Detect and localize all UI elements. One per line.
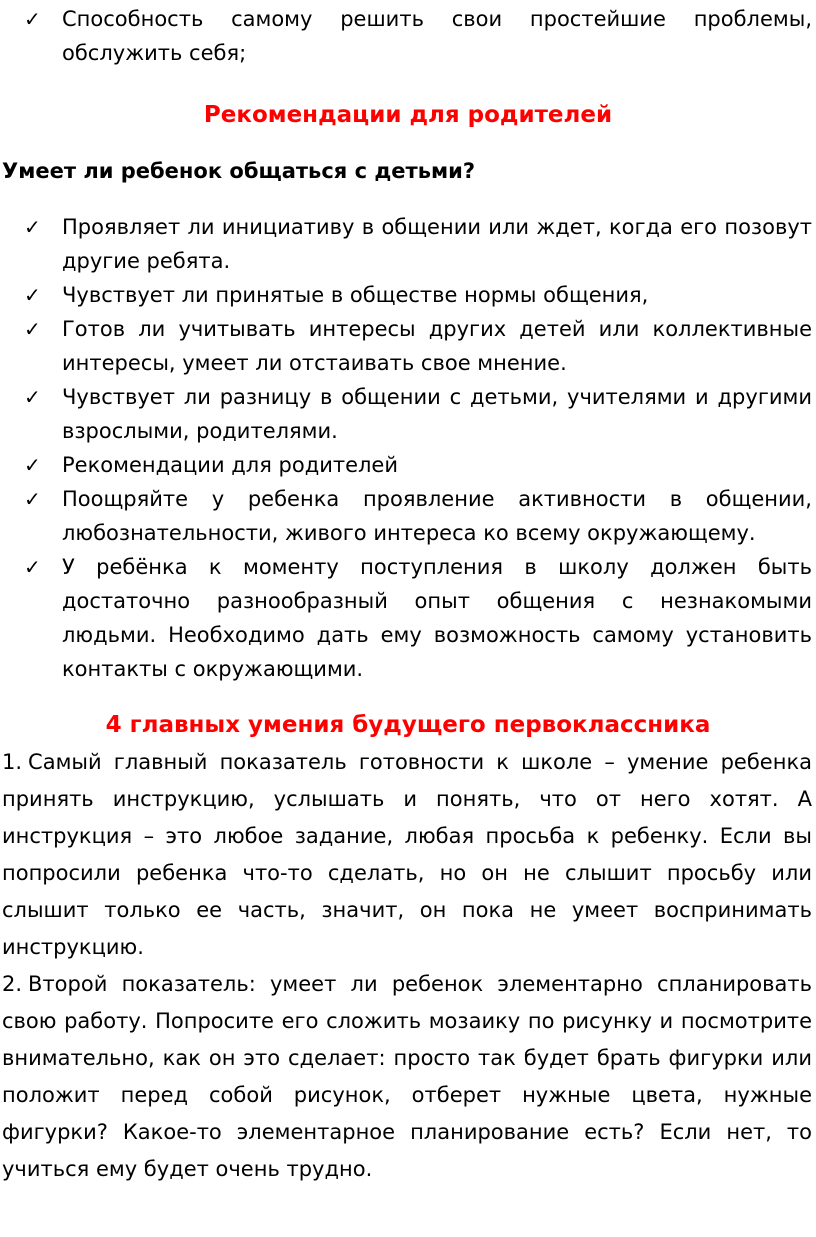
check-icon: ✓	[24, 283, 41, 307]
section-question: Умеет ли ребенок общаться с детьми?	[2, 159, 476, 183]
paragraph-number: 2.	[2, 972, 23, 996]
list-item	[0, 380, 816, 448]
check-icon: ✓	[24, 7, 41, 31]
list-item-text: Чувствует ли разницу в общении с детьми, учителями и другими взрослыми, родителями.	[62, 385, 812, 443]
list-item	[0, 448, 816, 482]
top-checklist	[0, 2, 816, 70]
check-icon: ✓	[24, 385, 41, 409]
skills-body	[0, 744, 816, 1188]
list-item	[0, 550, 816, 686]
list-item-text: Способность самому решить свои простейшие проблемы, обслужить себя;	[62, 7, 812, 65]
check-icon: ✓	[24, 555, 41, 579]
paragraph-text: Второй показатель: умеет ли ребенок элементарно спланировать свою работу. Попросите его сложить мозаику по рисунку и посмотрите внимательно, как он это сделает: просто так будет брать фигурки или положит перед собой рисунок, отберет нужные цвета, нужные фигурки? Какое-то элементарное планирование есть? Если нет, то учиться ему будет очень трудно.	[2, 972, 812, 1181]
list-item	[0, 210, 816, 278]
list-item	[0, 312, 816, 380]
paragraph-text: Самый главный показатель готовности к школе – умение ребенка принять инструкцию, услышать и понять, что от него хотят. А инструкция – это любое задание, любая просьба к ребенку. Если вы попросили ребенка что-то сделать, но он не слышит просьбу или слышит только ее часть, значит, он пока не умеет воспринимать инструкцию.	[2, 750, 812, 959]
list-item-text: Проявляет ли инициативу в общении или ждет, когда его позовут другие ребята.	[62, 215, 812, 273]
paragraph	[0, 744, 816, 966]
list-item-text: Готов ли учитывать интересы других детей или коллективные интересы, умеет ли отстаивать свое мнение.	[62, 317, 812, 375]
check-icon: ✓	[24, 317, 41, 341]
section-heading-recommendations: Рекомендации для родителей	[203, 102, 613, 128]
list-item-text: Чувствует ли принятые в обществе нормы общения,	[62, 283, 649, 307]
list-item-text: Рекомендации для родителей	[62, 453, 398, 477]
paragraph-number: 1.	[2, 750, 23, 774]
paragraph	[0, 966, 816, 1188]
list-item-text: Поощряйте у ребенка проявление активности в общении, любознательности, живого интереса ко всему окружающему.	[62, 487, 812, 545]
check-icon: ✓	[24, 215, 41, 239]
list-item	[0, 2, 816, 70]
list-item-text: У ребёнка к моменту поступления в школу должен быть достаточно разнообразный опыт общения с незнакомыми людьми. Необходимо дать ему возможность самому установить контакты с окружающими.	[62, 555, 812, 681]
section-heading-skills: 4 главных умения будущего первоклассника	[105, 712, 711, 738]
check-icon: ✓	[24, 487, 41, 511]
check-icon: ✓	[24, 453, 41, 477]
list-item	[0, 482, 816, 550]
list-item	[0, 278, 816, 312]
recommendations-checklist	[0, 210, 816, 686]
